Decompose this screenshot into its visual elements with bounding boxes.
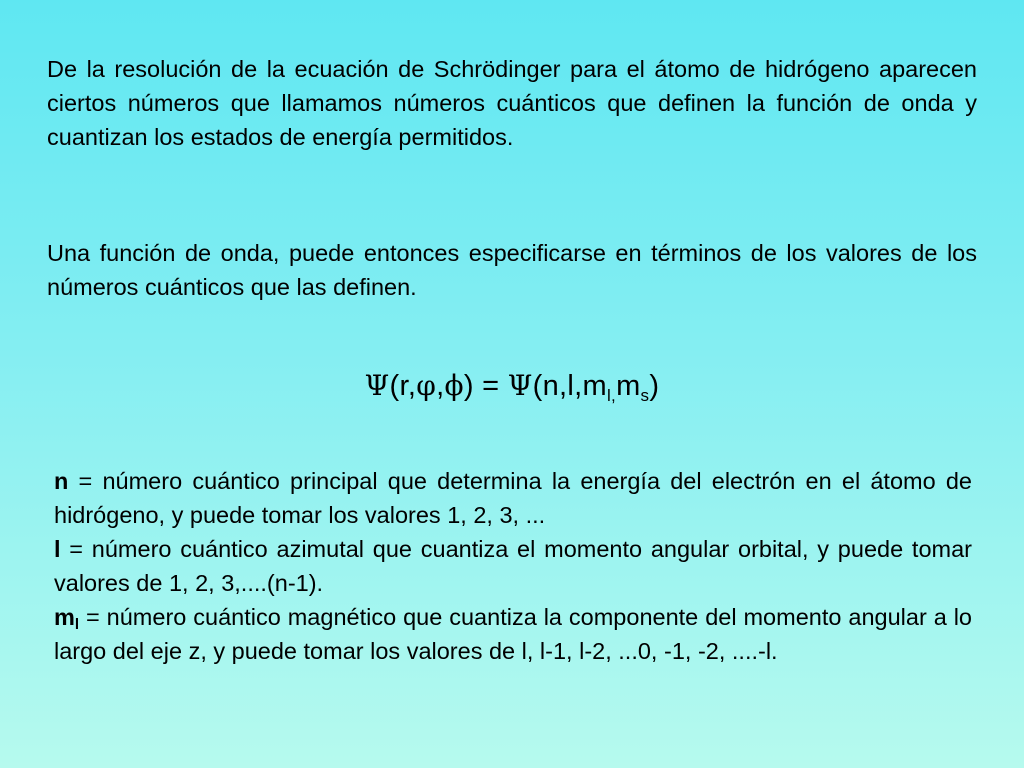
eq-args-right: (n,l,m xyxy=(532,370,607,402)
definition-l-symbol: l xyxy=(54,536,61,562)
definition-ml-symbol: m xyxy=(54,604,75,630)
quantum-number-definitions xyxy=(54,464,972,668)
varphi-symbol: ϕ xyxy=(444,369,464,402)
eq-open-left: (r, xyxy=(389,370,417,402)
intro-paragraph: De la resolución de la ecuación de Schrödinger para el átomo de hidrógeno aparecen ciertos números que llamamos números cuánticos que definen la función de onda y cuantizan los estados de energía permitidos. xyxy=(47,56,977,150)
psi-symbol-left: Ψ xyxy=(364,369,390,402)
eq-equals: ) = xyxy=(463,370,508,402)
eq-sub-s: s xyxy=(640,386,650,405)
definition-n xyxy=(54,464,972,532)
definition-n-symbol: n xyxy=(54,468,69,494)
phi-symbol: φ xyxy=(416,369,437,402)
definition-ml-text: = número cuántico magnético que cuantiza la componente del momento angular a lo largo del eje z, y puede tomar los valores de l, l-1, l-2, ...0, -1, -2, ....-l. xyxy=(54,604,972,664)
wavefunction-equation xyxy=(0,366,1024,406)
definition-l-text: = número cuántico azimutal que cuantiza el momento angular orbital, y puede tomar valores de 1, 2, 3,....(n-1). xyxy=(54,536,972,596)
eq-ms-m: m xyxy=(616,370,641,402)
definition-ml-subscript: l xyxy=(74,616,80,633)
definition-ml xyxy=(54,600,972,668)
definition-l xyxy=(54,532,972,600)
second-paragraph: Una función de onda, puede entonces especificarse en términos de los valores de los números cuánticos que las definen. xyxy=(47,240,977,300)
eq-close-right: ) xyxy=(649,370,660,402)
eq-comma: , xyxy=(436,370,445,402)
psi-symbol-right: Ψ xyxy=(507,369,533,402)
eq-sub-l: l, xyxy=(606,386,617,405)
definition-n-text: = número cuántico principal que determina la energía del electrón en el átomo de hidrógeno, y puede tomar los valores 1, 2, 3, ... xyxy=(54,468,972,528)
